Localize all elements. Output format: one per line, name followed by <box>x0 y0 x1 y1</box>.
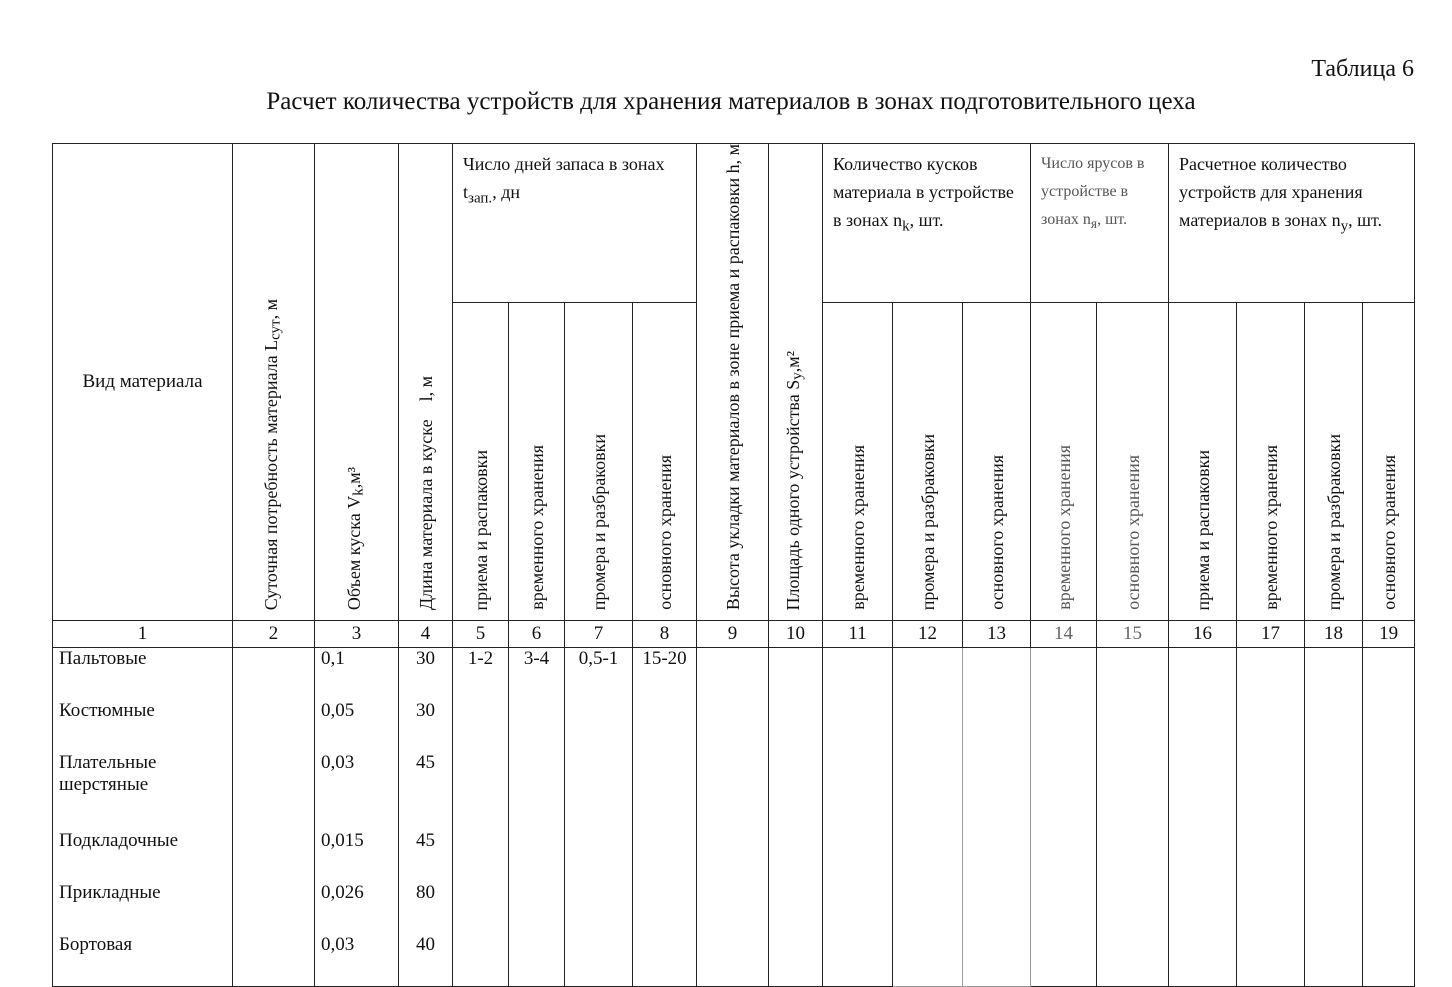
column-number: 15 <box>1097 621 1169 648</box>
days-main-cell: 15-20 <box>633 648 697 701</box>
empty-cell <box>697 882 769 934</box>
empty-cell <box>893 648 963 701</box>
volume-cell: 0,026 <box>315 882 399 934</box>
empty-cell <box>963 700 1031 752</box>
empty-cell <box>1097 934 1169 987</box>
column-number-row <box>53 621 1415 648</box>
empty-cell <box>1097 648 1169 701</box>
empty-cell <box>823 882 893 934</box>
storage-devices-table <box>52 143 1415 987</box>
volume-cell: 0,015 <box>315 830 399 882</box>
days-main-cell <box>633 882 697 934</box>
subheader-days-main: основного хранения <box>633 303 697 621</box>
header-material: Вид материала <box>53 144 233 621</box>
empty-cell <box>769 700 823 752</box>
header-devices-group: Расчетное количество устройств для хранения материалов в зонах $n_у$, шт. <box>1169 144 1415 303</box>
subheader-days-receive: приема и распаковки <box>453 303 509 621</box>
table-row <box>53 830 1415 882</box>
header-height: Высота укладки материалов в зоне приема и распаковки h, м <box>697 144 769 621</box>
volume-cell: 0,05 <box>315 700 399 752</box>
column-number: 2 <box>233 621 315 648</box>
empty-cell <box>1031 648 1097 701</box>
length-cell: 30 <box>399 648 453 701</box>
column-number: 12 <box>893 621 963 648</box>
daily-need-cell <box>233 700 315 752</box>
daily-need-cell <box>233 882 315 934</box>
column-number: 19 <box>1363 621 1415 648</box>
empty-cell <box>697 648 769 701</box>
column-number: 18 <box>1305 621 1363 648</box>
days-receive-cell <box>453 700 509 752</box>
days-main-cell <box>633 934 697 987</box>
empty-cell <box>963 882 1031 934</box>
empty-cell <box>1097 752 1169 830</box>
material-name-cell: Прикладные <box>53 882 233 934</box>
days-main-cell <box>633 830 697 882</box>
daily-need-cell <box>233 648 315 701</box>
empty-cell <box>769 882 823 934</box>
empty-cell <box>697 830 769 882</box>
header-tiers-group: Число ярусов в устройстве в зонах $n_я$, шт. <box>1031 144 1169 303</box>
daily-need-cell <box>233 830 315 882</box>
empty-cell <box>893 830 963 882</box>
empty-cell <box>1305 830 1363 882</box>
empty-cell <box>1363 700 1415 752</box>
empty-cell <box>1237 934 1305 987</box>
empty-cell <box>1031 830 1097 882</box>
length-cell: 45 <box>399 752 453 830</box>
empty-cell <box>893 700 963 752</box>
length-cell: 80 <box>399 882 453 934</box>
empty-cell <box>963 934 1031 987</box>
table-row <box>53 882 1415 934</box>
empty-cell <box>893 752 963 830</box>
days-receive-cell <box>453 830 509 882</box>
empty-cell <box>963 830 1031 882</box>
days-temp-cell <box>509 882 565 934</box>
days-receive-cell <box>453 882 509 934</box>
subheader-pieces-measure: промера и разбраковки <box>893 303 963 621</box>
empty-cell <box>823 700 893 752</box>
subheader-tiers-temp: временного хранения <box>1031 303 1097 621</box>
empty-cell <box>1097 882 1169 934</box>
column-number: 10 <box>769 621 823 648</box>
column-number: 4 <box>399 621 453 648</box>
days-main-cell <box>633 752 697 830</box>
empty-cell <box>823 830 893 882</box>
column-number: 8 <box>633 621 697 648</box>
days-temp-cell <box>509 700 565 752</box>
length-cell: 45 <box>399 830 453 882</box>
days-temp-cell <box>509 752 565 830</box>
empty-cell <box>823 648 893 701</box>
days-measure-cell <box>565 882 633 934</box>
daily-need-cell <box>233 752 315 830</box>
days-temp-cell <box>509 830 565 882</box>
subheader-devices-measure: промера и разбраковки <box>1305 303 1363 621</box>
volume-cell: 0,1 <box>315 648 399 701</box>
subheader-pieces-main: основного хранения <box>963 303 1031 621</box>
empty-cell <box>1305 700 1363 752</box>
empty-cell <box>1305 882 1363 934</box>
empty-cell <box>1237 882 1305 934</box>
header-pieces-group: Количество кусков материала в устройстве в зонах $n_k$, шт. <box>823 144 1031 303</box>
empty-cell <box>769 648 823 701</box>
empty-cell <box>769 752 823 830</box>
table-row <box>53 752 1415 830</box>
column-number: 11 <box>823 621 893 648</box>
empty-cell <box>697 934 769 987</box>
column-number: 1 <box>53 621 233 648</box>
empty-cell <box>1031 700 1097 752</box>
column-number: 3 <box>315 621 399 648</box>
length-cell: 40 <box>399 934 453 987</box>
empty-cell <box>1031 882 1097 934</box>
days-receive-cell <box>453 934 509 987</box>
material-name-cell: Плательные шерстяные <box>53 752 233 830</box>
empty-cell <box>1237 752 1305 830</box>
empty-cell <box>1363 648 1415 701</box>
material-name-cell: Пальтовые <box>53 648 233 701</box>
column-number: 17 <box>1237 621 1305 648</box>
empty-cell <box>1169 752 1237 830</box>
empty-cell <box>1169 934 1237 987</box>
empty-cell <box>769 934 823 987</box>
subheader-pieces-temp: временного хранения <box>823 303 893 621</box>
empty-cell <box>697 752 769 830</box>
empty-cell <box>823 752 893 830</box>
empty-cell <box>823 934 893 987</box>
empty-cell <box>1237 648 1305 701</box>
volume-cell: 0,03 <box>315 934 399 987</box>
days-receive-cell <box>453 752 509 830</box>
document-title: Расчет количества устройств для хранения материалов в зонах подготовительного цеха <box>266 88 1196 115</box>
days-temp-cell: 3-4 <box>509 648 565 701</box>
header-area: Площадь одного устройства $S_у,м^2$ <box>769 144 823 621</box>
empty-cell <box>1305 648 1363 701</box>
empty-cell <box>1097 830 1169 882</box>
empty-cell <box>1237 700 1305 752</box>
subheader-days-temp: временного хранения <box>509 303 565 621</box>
empty-cell <box>1363 752 1415 830</box>
header-length: Длина материала в куске l, м <box>399 144 453 621</box>
subheader-days-measure: промера и разбраковки <box>565 303 633 621</box>
empty-cell <box>1097 700 1169 752</box>
subheader-tiers-main: основного хранения <box>1097 303 1169 621</box>
days-temp-cell <box>509 934 565 987</box>
empty-cell <box>963 752 1031 830</box>
days-measure-cell <box>565 700 633 752</box>
header-daily-need: Суточная потребность материала $L_{сут}$, м <box>233 144 315 621</box>
empty-cell <box>1363 882 1415 934</box>
days-measure-cell <box>565 752 633 830</box>
header-days-group: Число дней запаса в зонах $t_{зап.}$, дн <box>453 144 697 303</box>
empty-cell <box>893 934 963 987</box>
subheader-devices-temp: временного хранения <box>1237 303 1305 621</box>
table-caption: Таблица 6 <box>1311 56 1414 82</box>
empty-cell <box>697 700 769 752</box>
empty-cell <box>1363 934 1415 987</box>
empty-cell <box>1031 752 1097 830</box>
column-number: 9 <box>697 621 769 648</box>
subheader-devices-main: основного хранения <box>1363 303 1415 621</box>
empty-cell <box>893 882 963 934</box>
subheader-devices-receive: приема и распаковки <box>1169 303 1237 621</box>
header-volume: Объем куска $V_k,м^3$ <box>315 144 399 621</box>
material-name-cell: Подкладочные <box>53 830 233 882</box>
column-number: 7 <box>565 621 633 648</box>
days-measure-cell <box>565 934 633 987</box>
column-number: 14 <box>1031 621 1097 648</box>
empty-cell <box>1363 830 1415 882</box>
days-main-cell <box>633 700 697 752</box>
material-name-cell: Костюмные <box>53 700 233 752</box>
column-number: 13 <box>963 621 1031 648</box>
empty-cell <box>1169 830 1237 882</box>
empty-cell <box>1169 648 1237 701</box>
empty-cell <box>1169 882 1237 934</box>
empty-cell <box>1237 830 1305 882</box>
volume-cell: 0,03 <box>315 752 399 830</box>
column-number: 5 <box>453 621 509 648</box>
table-row <box>53 934 1415 987</box>
empty-cell <box>963 648 1031 701</box>
days-receive-cell: 1-2 <box>453 648 509 701</box>
daily-need-cell <box>233 934 315 987</box>
empty-cell <box>1031 934 1097 987</box>
table-row <box>53 700 1415 752</box>
table-row <box>53 648 1415 701</box>
material-name-cell: Бортовая <box>53 934 233 987</box>
length-cell: 30 <box>399 700 453 752</box>
days-measure-cell: 0,5-1 <box>565 648 633 701</box>
column-number: 6 <box>509 621 565 648</box>
empty-cell <box>1305 934 1363 987</box>
column-number: 16 <box>1169 621 1237 648</box>
days-measure-cell <box>565 830 633 882</box>
empty-cell <box>769 830 823 882</box>
empty-cell <box>1305 752 1363 830</box>
empty-cell <box>1169 700 1237 752</box>
